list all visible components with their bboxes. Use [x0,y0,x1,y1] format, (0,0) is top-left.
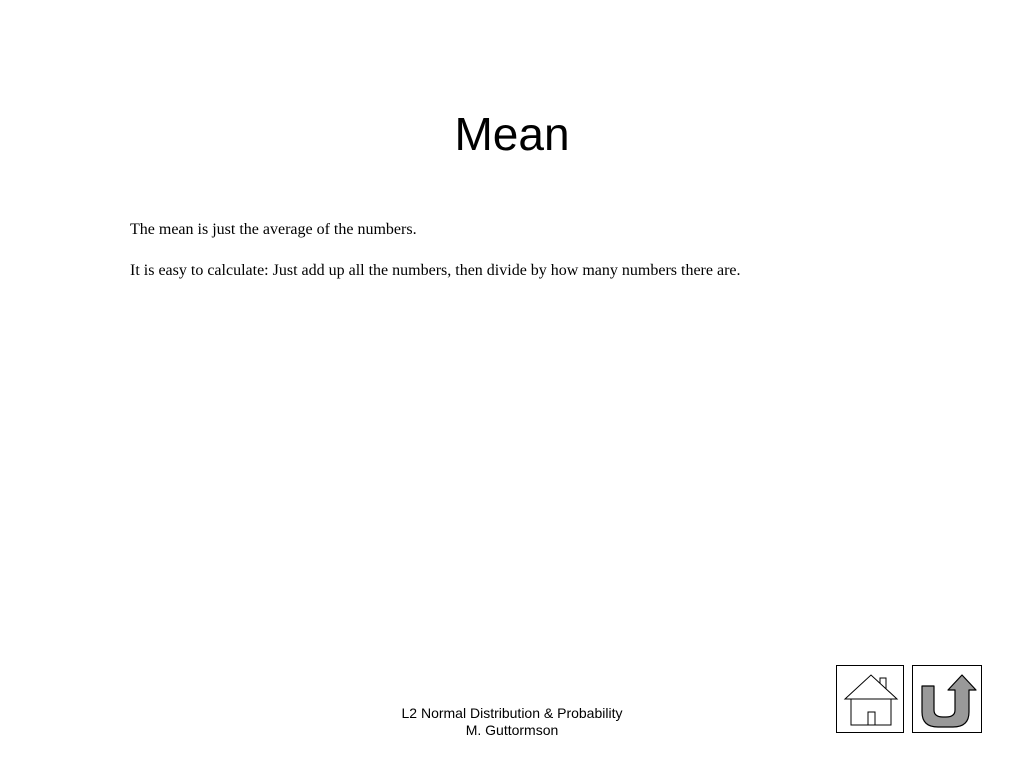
body-paragraph-1: The mean is just the average of the numbers. [130,221,417,238]
footer-author: M. Guttormson [465,722,559,738]
body-paragraph-2: It is easy to calculate: Just add up all the numbers, then divide by how many numbers there are. [130,262,741,279]
home-icon [837,666,905,734]
home-button[interactable] [836,665,904,733]
footer-course-title: L2 Normal Distribution & Probability [401,705,623,721]
slide-title: Mean [454,108,570,160]
return-button[interactable] [912,665,982,733]
return-arrow-icon [913,666,983,734]
slide-footer [312,705,712,739]
